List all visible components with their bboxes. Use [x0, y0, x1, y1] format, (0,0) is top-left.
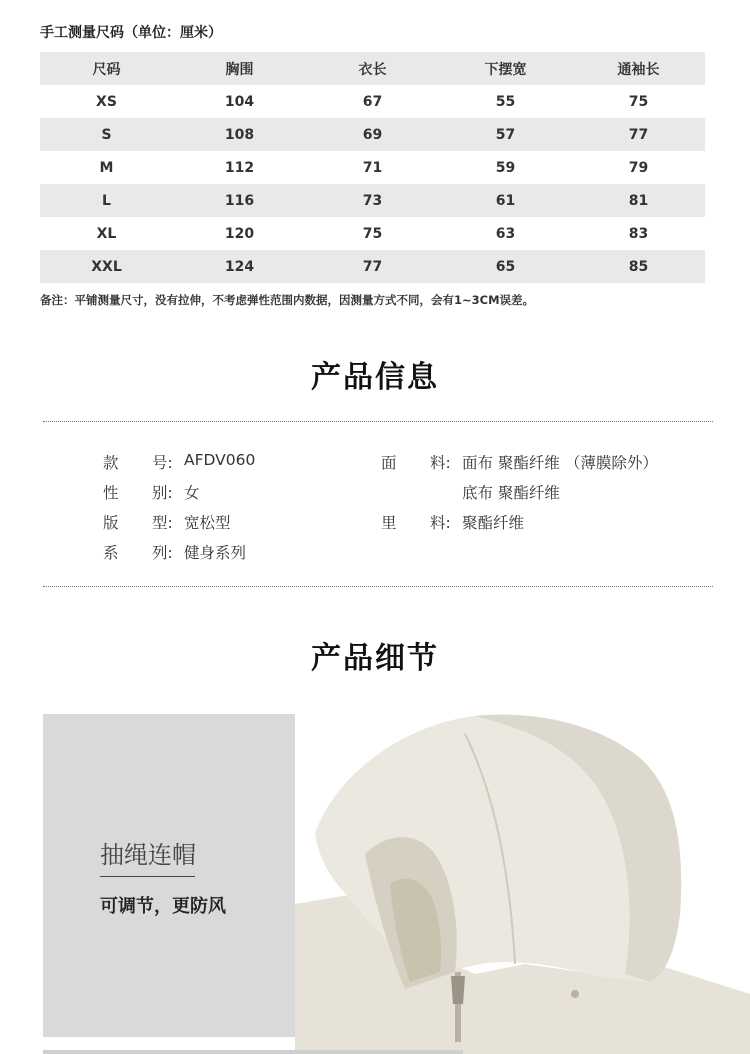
table-cell: 63 — [495, 225, 516, 242]
divider-top — [43, 421, 713, 422]
table-cell: 67 — [362, 93, 383, 110]
fit-label-b: 型: — [152, 514, 173, 532]
gender-label-b: 别: — [152, 484, 173, 502]
header-cell: 胸围 — [225, 61, 254, 78]
table-cell: 116 — [224, 192, 255, 209]
header-cell: 衣长 — [358, 61, 387, 78]
product-info-title: 产品信息 — [311, 360, 439, 395]
table-row — [40, 118, 705, 151]
size-chart-table — [40, 52, 705, 283]
table-cell: L — [102, 192, 111, 209]
series-label-b: 列: — [152, 544, 173, 562]
hood-illustration — [295, 714, 750, 1054]
header-cell: 尺码 — [92, 61, 121, 78]
table-cell: 79 — [628, 159, 649, 176]
header-cell: 下摆宽 — [484, 61, 527, 78]
size-chart-note: 备注：平铺测量尺寸，没有拉伸，不考虑弹性范围内数据，因测量方式不同，会有1~3CM误差。 — [40, 293, 535, 307]
table-cell: XL — [96, 225, 117, 242]
table-cell: 77 — [362, 258, 383, 275]
table-cell: 55 — [495, 93, 516, 110]
table-cell: S — [101, 126, 112, 143]
table-cell: 71 — [362, 159, 383, 176]
series-value: 健身系列 — [184, 544, 247, 562]
fit-value: 宽松型 — [184, 514, 231, 532]
table-row — [40, 151, 705, 184]
table-cell: 59 — [495, 159, 516, 176]
table-cell: 85 — [628, 258, 649, 275]
gender-value: 女 — [184, 484, 200, 502]
table-cell: 65 — [495, 258, 516, 275]
table-row — [40, 184, 705, 217]
table-cell: 108 — [224, 126, 255, 143]
table-cell: 112 — [224, 159, 255, 176]
table-cell: M — [99, 159, 114, 176]
table-cell: XXL — [91, 258, 122, 275]
table-cell: 77 — [628, 126, 649, 143]
fit-label-a: 版 — [103, 514, 119, 532]
face-value-2: 底布 聚酯纤维 — [462, 484, 560, 502]
table-cell: 83 — [628, 225, 649, 242]
table-cell: 104 — [224, 93, 255, 110]
face-label-a: 面 — [381, 454, 397, 472]
table-row — [40, 85, 705, 118]
style-label-b: 号: — [152, 454, 173, 472]
lining-label-a: 里 — [381, 514, 397, 532]
table-cell: 81 — [628, 192, 649, 209]
style-label-a: 款 — [103, 454, 119, 472]
table-cell: 75 — [362, 225, 383, 242]
size-chart-caption: 手工测量尺码（单位：厘米） — [40, 25, 222, 41]
feature-underline — [100, 876, 195, 877]
bottom-strip — [43, 1050, 463, 1054]
style-value: AFDV060 — [184, 451, 256, 469]
divider-bottom — [43, 586, 713, 587]
lining-value: 聚酯纤维 — [462, 514, 525, 532]
table-cell: 124 — [224, 258, 255, 275]
gender-label-a: 性 — [103, 484, 119, 502]
table-cell: 73 — [362, 192, 383, 209]
feature-title: 抽绳连帽 — [100, 841, 196, 869]
table-cell: 69 — [362, 126, 383, 143]
table-cell: 75 — [628, 93, 649, 110]
face-value-1: 面布 聚酯纤维 （薄膜除外） — [462, 454, 658, 472]
face-label-b: 料: — [430, 454, 451, 472]
table-cell: 57 — [495, 126, 516, 143]
feature-description: 可调节，更防风 — [100, 896, 226, 917]
header-cell: 通袖长 — [617, 61, 660, 78]
table-header-row — [40, 52, 705, 85]
lining-label-b: 料: — [430, 514, 451, 532]
table-cell: 61 — [495, 192, 516, 209]
series-label-a: 系 — [103, 544, 119, 562]
table-row — [40, 217, 705, 250]
table-cell: XS — [96, 93, 117, 110]
product-detail-title: 产品细节 — [311, 641, 439, 676]
hood-photo — [295, 714, 750, 1054]
table-cell: 120 — [224, 225, 255, 242]
table-row — [40, 250, 705, 283]
